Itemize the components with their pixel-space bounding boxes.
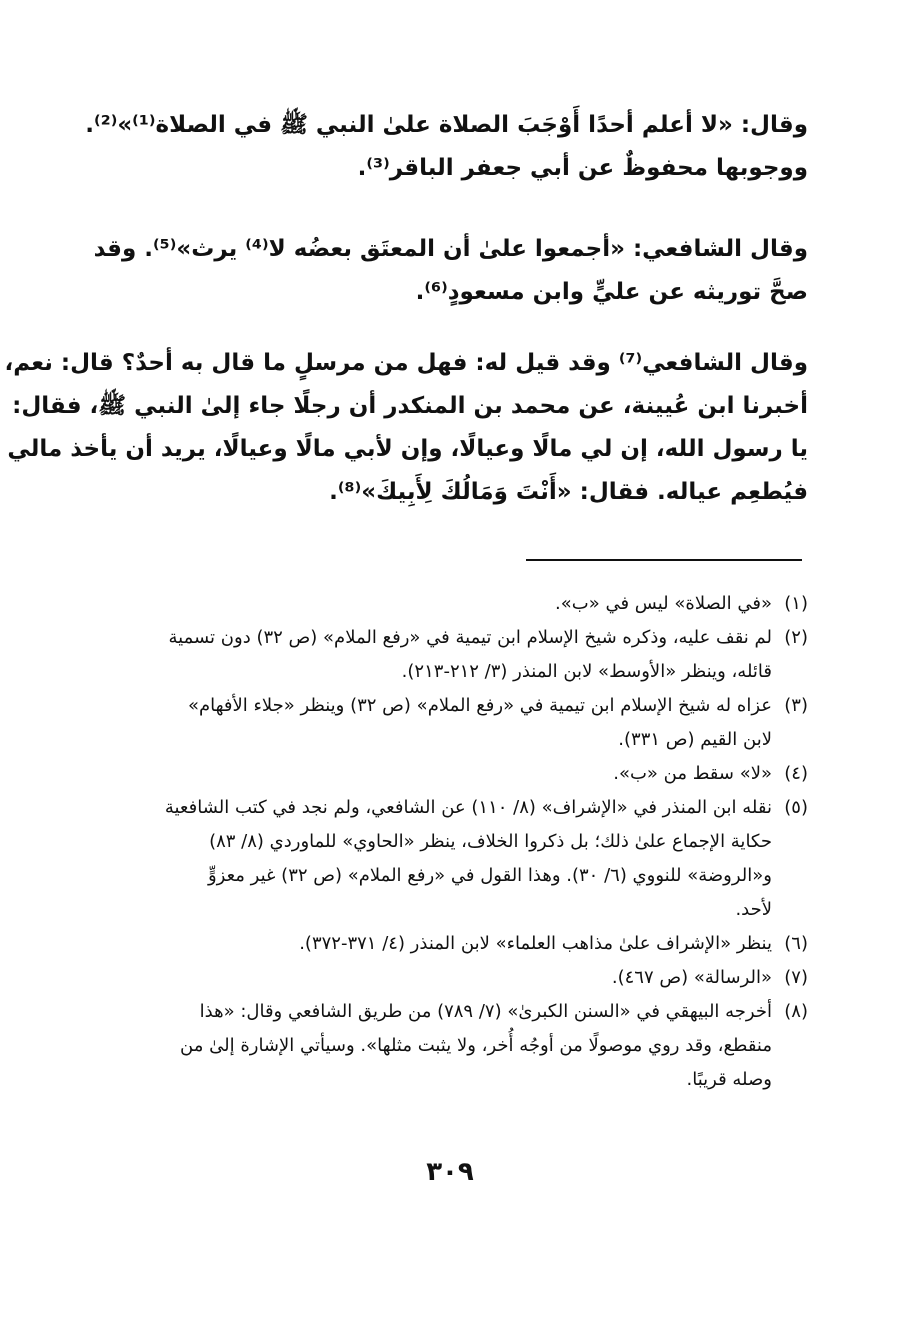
footnote-8: [96, 995, 808, 1097]
footnote-line: و«الروضة» للنووي (٦/ ٣٠). وهذا القول في «رفع الملام» (ص ٣٢) غير معزوٍّ: [207, 865, 772, 886]
footnote-line: قائله، وينظر «الأوسط» لابن المنذر (٣/ ٢١٢-٢١٣).: [401, 661, 772, 682]
footnote-number: (٨): [784, 1001, 808, 1022]
footnote-number: (٦): [784, 933, 808, 954]
text-line: وقال الشافعي: «أجمعوا علىٰ أن المعتَق بعضُه لا⁽⁴⁾ يرث»⁽⁵⁾. وقد: [93, 236, 808, 262]
paragraph-2: [93, 228, 808, 314]
text-line: فيُطعِم عياله. فقال: «أَنْتَ وَمَالُكَ لِأَبِيكَ»⁽⁸⁾.: [329, 479, 808, 505]
text-line: وقال: «لا أعلم أحدًا أَوْجَبَ الصلاة علىٰ النبي ﷺ في الصلاة⁽¹⁾»⁽²⁾.: [85, 112, 808, 138]
footnote-number: (٣): [784, 695, 808, 716]
footnotes: [96, 587, 808, 1097]
footnote-line: عزاه له شيخ الإسلام ابن تيمية في «رفع الملام» (ص ٣٢) وينظر «جلاء الأفهام»: [187, 695, 772, 716]
footnote-text: [96, 961, 772, 995]
footnote-7: [96, 961, 808, 995]
footnote-separator: [526, 559, 802, 561]
footnote-5: [96, 791, 808, 927]
footnote-line: حكاية الإجماع علىٰ ذلك؛ بل ذكروا الخلاف، ينظر «الحاوي» للماوردي (٨/ ٨٣): [209, 831, 772, 852]
footnote-line: لم نقف عليه، وذكره شيخ الإسلام ابن تيمية في «رفع الملام» (ص ٣٢) دون تسمية: [168, 627, 772, 648]
page-number: ٣٠٩: [426, 1157, 474, 1187]
footnote-text: [96, 587, 772, 621]
footnote-line: لابن القيم (ص ٣٣١).: [618, 729, 772, 750]
footnote-1: [96, 587, 808, 621]
footnote-number: (٥): [784, 797, 808, 818]
footnote-line: منقطع، وقد روي موصولًا من أوجُه أُخر، ولا يثبت مثلها». وسيأتي الإشارة إلىٰ من: [180, 1035, 772, 1056]
footnote-number: (١): [784, 593, 808, 614]
footnote-line: «لا» سقط من «ب».: [613, 763, 772, 784]
footnote-number: (٧): [784, 967, 808, 988]
footnote-3: [96, 689, 808, 757]
footnote-line: نقله ابن المنذر في «الإشراف» (٨/ ١١٠) عن الشافعي، ولم نجد في كتب الشافعية: [164, 797, 772, 818]
footnote-6: [96, 927, 808, 961]
footnote-4: [96, 757, 808, 791]
footnote-line: وصله قريبًا.: [686, 1069, 772, 1090]
footnote-2: [96, 621, 808, 689]
text-line: صحَّ توريثه عن عليٍّ وابن مسعودٍ⁽⁶⁾.: [415, 279, 808, 305]
footnote-line: «الرسالة» (ص ٤٦٧).: [611, 967, 772, 988]
footnote-line: «في الصلاة» ليس في «ب».: [555, 593, 772, 614]
footnote-number: (٤): [784, 763, 808, 784]
text-line: يا رسول الله، إن لي مالًا وعيالًا، وإن لأبي مالًا وعيالًا، يريد أن يأخذ مالي: [7, 436, 808, 462]
footnote-line: لأحد.: [735, 899, 772, 920]
footnote-text: [96, 621, 772, 689]
footnote-text: [96, 757, 772, 791]
text-line: أخبرنا ابن عُيينة، عن محمد بن المنكدر أن رجلًا جاء إلىٰ النبي ﷺ، فقال:: [12, 393, 808, 419]
footnote-line: أخرجه البيهقي في «السنن الكبرىٰ» (٧/ ٧٨٩) من طريق الشافعي وقال: «هذا: [199, 1001, 772, 1022]
footnote-number: (٢): [784, 627, 808, 648]
footnote-text: [96, 927, 772, 961]
footnote-text: [96, 791, 772, 927]
text-line: وقال الشافعي⁽⁷⁾ وقد قيل له: فهل من مرسلٍ ما قال به أحدٌ؟ قال: نعم،: [4, 350, 808, 376]
paragraph-1: [85, 104, 808, 190]
paragraph-3: [4, 342, 808, 514]
footnote-line: ينظر «الإشراف علىٰ مذاهب العلماء» لابن المنذر (٤/ ٣٧١-٣٧٢).: [299, 933, 772, 954]
text-line: ووجوبها محفوظٌ عن أبي جعفر الباقر⁽³⁾.: [357, 155, 808, 181]
footnote-text: [96, 689, 772, 757]
footnote-text: [96, 995, 772, 1097]
